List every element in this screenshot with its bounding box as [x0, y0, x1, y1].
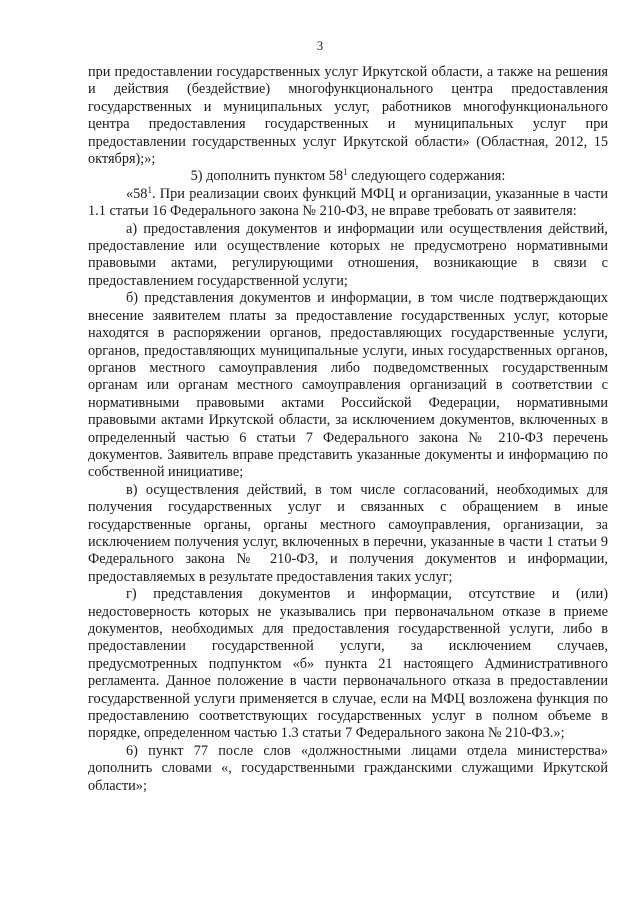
- paragraph: б) представления документов и информации, в том числе подтверждающих внесение заявителем платы за предоставление государственных услуг, которые находятся в распоряжении органов, предоставляющих государственные услуги, органов, предоставляющих муниципальные услуги, иных государственных органов, органов местного самоуправления либо подведомственных государственным органам или органам местного самоуправления организаций в соответствии с нормативными правовыми актами Российской Федерации, нормативными правовыми актами Иркутской области, за исключением документов, включенных в определенный частью 6 статьи 7 Федерального закона № 210-ФЗ перечень документов. Заявитель вправе представить указанные документы и информацию по собственной инициативе;: [88, 290, 608, 481]
- paragraph: [88, 186, 608, 221]
- paragraph: а) предоставления документов и информации или осуществления действий, предоставление или осуществление которых не предусмотрено нормативными правовыми актами, регулирующими отношения, возникающие в связи с предоставлением государственной услуги;: [88, 220, 608, 289]
- superscript: 1: [147, 184, 152, 195]
- document-body: [88, 64, 608, 795]
- paragraph: 6) пункт 77 после слов «должностными лицами отдела министерства» дополнить словами «, государственными гражданскими служащими Иркутской области»;: [88, 742, 608, 794]
- paragraph-text: следующего содержания:: [347, 168, 506, 185]
- paragraph-text: «58: [126, 185, 148, 202]
- paragraph-text: 5) дополнить пунктом 58: [190, 168, 344, 185]
- paragraph: при предоставлении государственных услуг Иркутской области, а также на решения и действия (бездействие) многофункционального центра предоставления государственных и муниципальных услуг, работников многофункционального центра предоставления государственных и муниципальных услуг при предоставлении государственных услуг Иркутской области» (Областная, 2012, 15 октября);»;: [88, 64, 608, 168]
- paragraph-text: . При реализации своих функций МФЦ и организации, указанные в части 1.1 статьи 16 Федерального закона № 210-ФЗ, не вправе требовать от заявителя:: [88, 185, 608, 220]
- paragraph: г) представления документов и информации, отсутствие и (или) недостоверность которых не указывались при первоначальном отказе в приеме документов, необходимых для предоставления государственной услуги, либо в предоставлении государственной услуги, за исключением случаев, предусмотренных подпунктом «б» пункта 21 настоящего Административного регламента. Данное положение в части первоначального отказа в предоставлении государственной услуги применяется в случае, если на МФЦ возложена функция по предоставлению соответствующих государственных услуг в полном объеме в порядке, определенном частью 1.3 статьи 7 Федерального закона № 210-ФЗ.»;: [88, 586, 608, 742]
- paragraph: в) осуществления действий, в том числе согласований, необходимых для получения государственных услуг и связанных с обращением в иные государственные органы, органы местного самоуправления, организации, за исключением получения услуг, включенных в перечни, указанные в части 1 статьи 9 Федерального закона № 210-ФЗ, и получения документов и информации, предоставляемых в результате предоставления таких услуг;: [88, 481, 608, 585]
- superscript: 1: [343, 167, 348, 178]
- paragraph: [88, 168, 608, 185]
- page-number: 3: [316, 39, 324, 53]
